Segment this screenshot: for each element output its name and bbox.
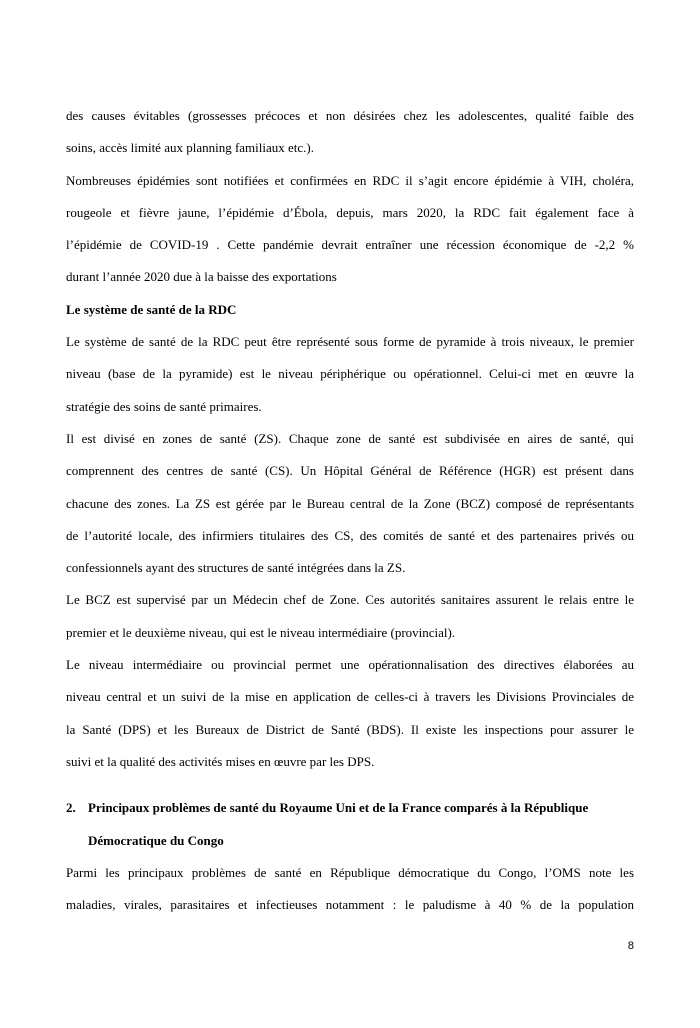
text-line: comprennent des centres de santé (CS). Un Hôpital Général de Référence (HGR) est présent dans <box>66 463 634 479</box>
section-heading-line-1 <box>66 792 634 825</box>
text-line: niveau (base de la pyramide) est le niveau périphérique ou opérationnel. Celui-ci met en œuvre la <box>66 366 634 382</box>
text-line: confessionnels ayant des structures de santé intégrées dans la ZS. <box>66 560 406 576</box>
text-line: de l’autorité locale, des infirmiers titulaires des CS, des comités de santé et des partenaires privés ou <box>66 527 634 543</box>
text-line: Le BCZ est supervisé par un Médecin chef de Zone. Ces autorités sanitaires assurent le relais entre le <box>66 592 634 608</box>
body-text <box>66 100 634 778</box>
text-line: Le niveau intermédiaire ou provincial permet une opérationnalisation des directives élaborées au <box>66 657 634 673</box>
text-line: maladies, virales, parasitaires et infectieuses notamment : le paludisme à 40 % de la population <box>66 897 634 913</box>
text-line: stratégie des soins de santé primaires. <box>66 398 262 414</box>
section-body <box>66 857 634 922</box>
text-line: durant l’année 2020 due à la baisse des exportations <box>66 269 337 285</box>
text-line: Nombreuses épidémies sont notifiées et confirmées en RDC il s’agit encore épidémie à VIH, choléra, <box>66 172 634 188</box>
page-number: 8 <box>627 940 634 952</box>
text-line: suivi et la qualité des activités mises en œuvre par les DPS. <box>66 753 375 769</box>
text-line: premier et le deuxième niveau, qui est le niveau intermédiaire (provincial). <box>66 624 456 640</box>
text-line: Il est divisé en zones de santé (ZS). Chaque zone de santé est subdivisée en aires de santé, qui <box>66 430 634 446</box>
text-line: niveau central et un suivi de la mise en application de celles-ci à travers les Divisions Provinciales de <box>66 689 634 705</box>
subsection-heading: Le système de santé de la RDC <box>66 301 237 317</box>
text-line: Le système de santé de la RDC peut être représenté sous forme de pyramide à trois niveaux, le premier <box>66 334 634 350</box>
text-line: soins, accès limité aux planning familiaux etc.). <box>66 140 315 156</box>
text-line: Parmi les principaux problèmes de santé en République démocratique du Congo, l’OMS note les <box>66 865 634 880</box>
text-line: l’épidémie de COVID-19 . Cette pandémie devrait entraîner une récession économique de -2,2 % <box>66 237 634 253</box>
text-line: des causes évitables (grossesses précoces et non désirées chez les adolescentes, qualité faible des <box>66 108 634 123</box>
section-title-part-1: Principaux problèmes de santé du Royaume Uni et de la France comparés à la République <box>88 800 589 815</box>
text-line: rougeole et fièvre jaune, l’épidémie d’Ébola, depuis, mars 2020, la RDC fait également face à <box>66 204 634 220</box>
section-number: 2. <box>66 800 76 815</box>
text-line: la Santé (DPS) et les Bureaux de District de Santé (BDS). Il existe les inspections pour assurer le <box>66 721 634 737</box>
text-line: chacune des zones. La ZS est gérée par le Bureau central de la Zone (BCZ) composé de représentants <box>66 495 634 511</box>
section-heading <box>66 792 634 857</box>
section-title-part-2: Démocratique du Congo <box>88 832 224 848</box>
